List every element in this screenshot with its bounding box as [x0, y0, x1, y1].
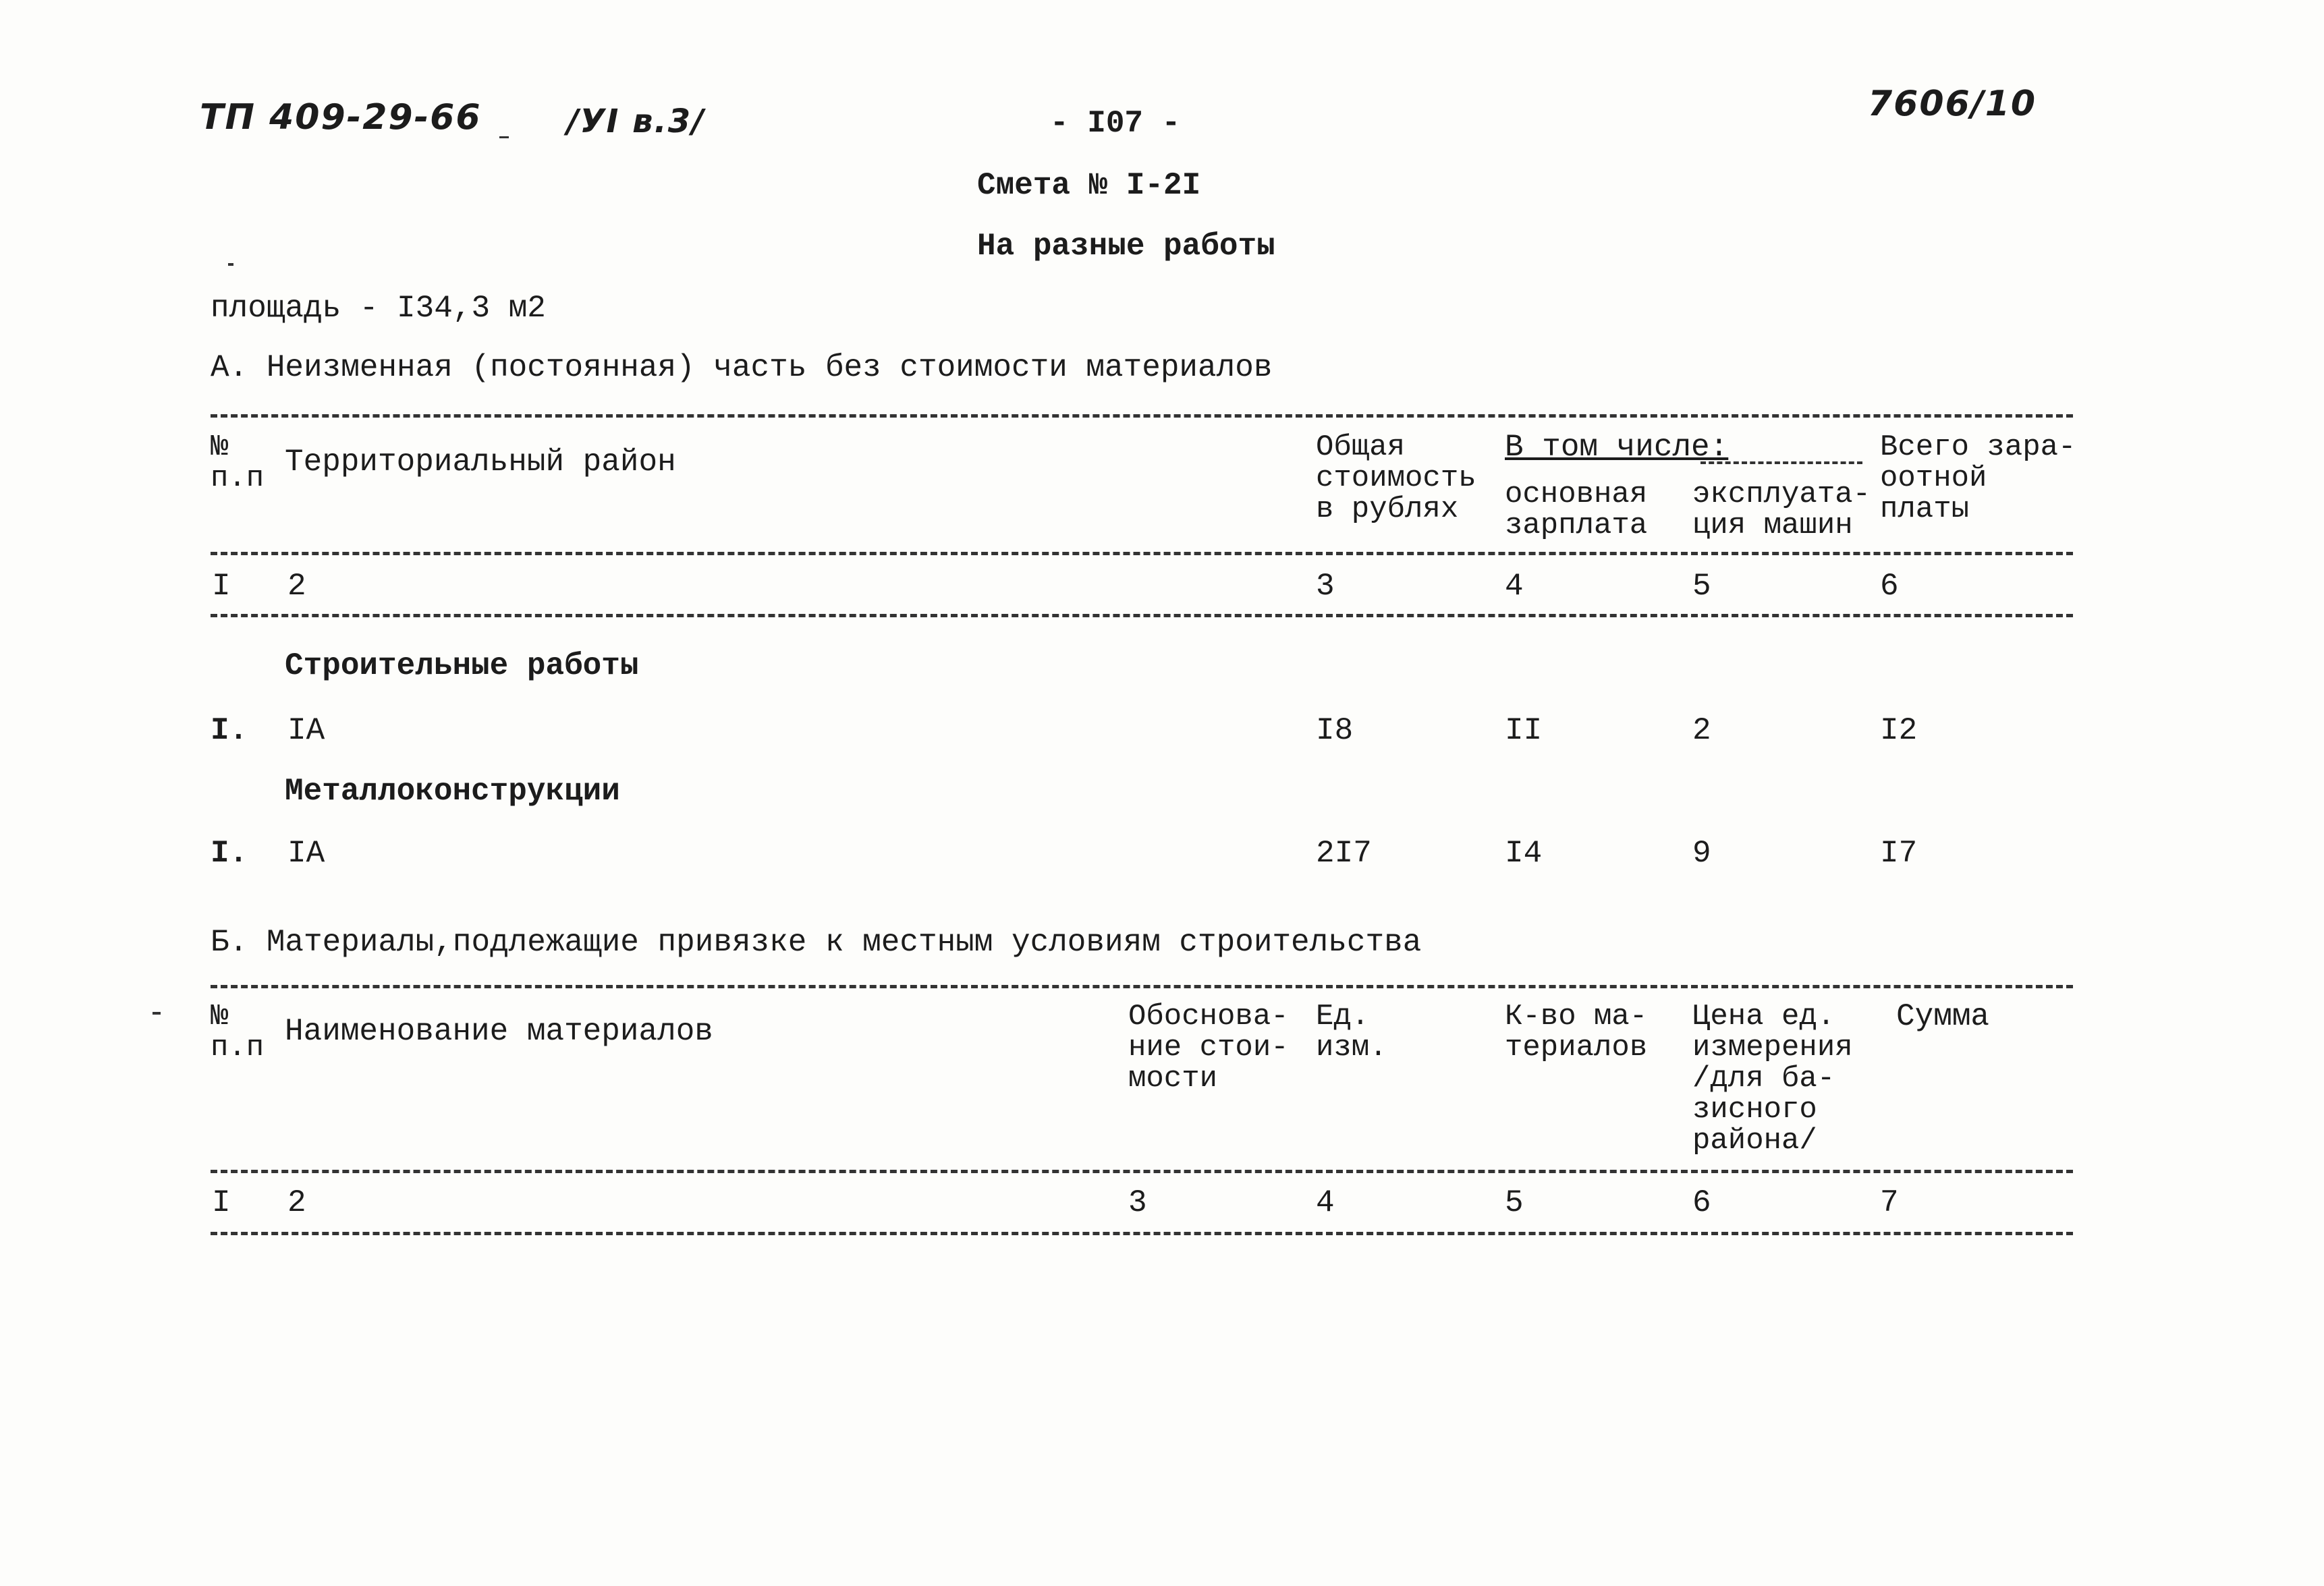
col-number: I	[212, 569, 231, 604]
table-b-col-basis: Обоснова- ние стои- мости	[1128, 1000, 1289, 1096]
row-num: I.	[211, 713, 248, 748]
table-a-top-rule	[211, 414, 2073, 418]
table-b-bottom-rule	[211, 1232, 2073, 1235]
row-wages: I4	[1505, 836, 1543, 871]
estimate-title: Смета № I-2I	[977, 168, 1201, 203]
col-number: 3	[1128, 1185, 1147, 1220]
scan-speck	[228, 263, 233, 266]
row-district: IА	[287, 836, 325, 871]
document-code: ТП 409-29-66	[200, 97, 482, 138]
table-b-col-qty: К-во ма- териалов	[1505, 1000, 1648, 1065]
row-district: IА	[287, 713, 325, 748]
table-b-col-price: Цена ед. измерения /для ба- зисного района/	[1692, 1000, 1853, 1158]
table-a-numbers-rule	[211, 614, 2073, 617]
col-number: 7	[1880, 1185, 1899, 1220]
scan-speck	[153, 1012, 161, 1015]
row-total-wages: I2	[1880, 713, 1918, 748]
table-a-col-num: № п.п	[211, 430, 265, 495]
table-a-col-wages: основная зарплата	[1505, 478, 1648, 542]
sheet-number: 7606/10	[1868, 84, 2037, 124]
table-b-col-num: № п.п	[211, 1000, 265, 1065]
row-total-wages: I7	[1880, 836, 1918, 871]
group-name-metal: Металлоконструкции	[285, 774, 620, 809]
col-number: 4	[1316, 1185, 1335, 1220]
col-number: 6	[1880, 569, 1899, 604]
col-number: 2	[287, 569, 306, 604]
table-a-col-including: В том числе:	[1505, 430, 1729, 465]
row-machines: 9	[1692, 836, 1711, 871]
table-b-col-unit: Ед. изм.	[1316, 1000, 1387, 1065]
table-b-header-rule	[211, 1170, 2073, 1173]
volume-label: /УI в.3/	[567, 103, 705, 140]
col-number: 5	[1505, 1185, 1524, 1220]
area-line: площадь - I34,3 м2	[211, 291, 546, 326]
row-machines: 2	[1692, 713, 1711, 748]
including-underline	[1700, 461, 1862, 464]
row-total: 2I7	[1316, 836, 1372, 871]
col-number: 2	[287, 1185, 306, 1220]
row-total: I8	[1316, 713, 1354, 748]
row-num: I.	[211, 836, 248, 871]
table-b-col-name: Наименование материалов	[285, 1014, 713, 1049]
col-number: 5	[1692, 569, 1711, 604]
group-name-construction: Строительные работы	[285, 648, 639, 683]
scan-speck	[499, 136, 509, 138]
row-wages: II	[1505, 713, 1543, 748]
col-number: 4	[1505, 569, 1524, 604]
table-a-col-machines: эксплуата- ция машин	[1692, 478, 1871, 542]
table-b-col-sum: Сумма	[1896, 999, 1990, 1034]
table-a-col-total: Общая стоимость в рублях	[1316, 430, 1476, 526]
page-number: - I07 -	[1050, 106, 1181, 141]
table-a-col-district: Территориальный район	[285, 445, 676, 480]
table-b-top-rule	[211, 985, 2073, 988]
table-a-header-rule	[211, 552, 2073, 555]
section-a-heading: А. Неизменная (постоянная) часть без стоимости материалов	[211, 350, 1273, 385]
table-a-col-total-wages: Всего зара- оотной платы	[1880, 430, 2076, 526]
estimate-subject: На разные работы	[977, 229, 1275, 264]
col-number: 6	[1692, 1185, 1711, 1220]
section-b-heading: Б. Материалы,подлежащие привязке к местным условиям строительства	[211, 925, 1422, 960]
col-number: 3	[1316, 569, 1335, 604]
col-number: I	[212, 1185, 231, 1220]
